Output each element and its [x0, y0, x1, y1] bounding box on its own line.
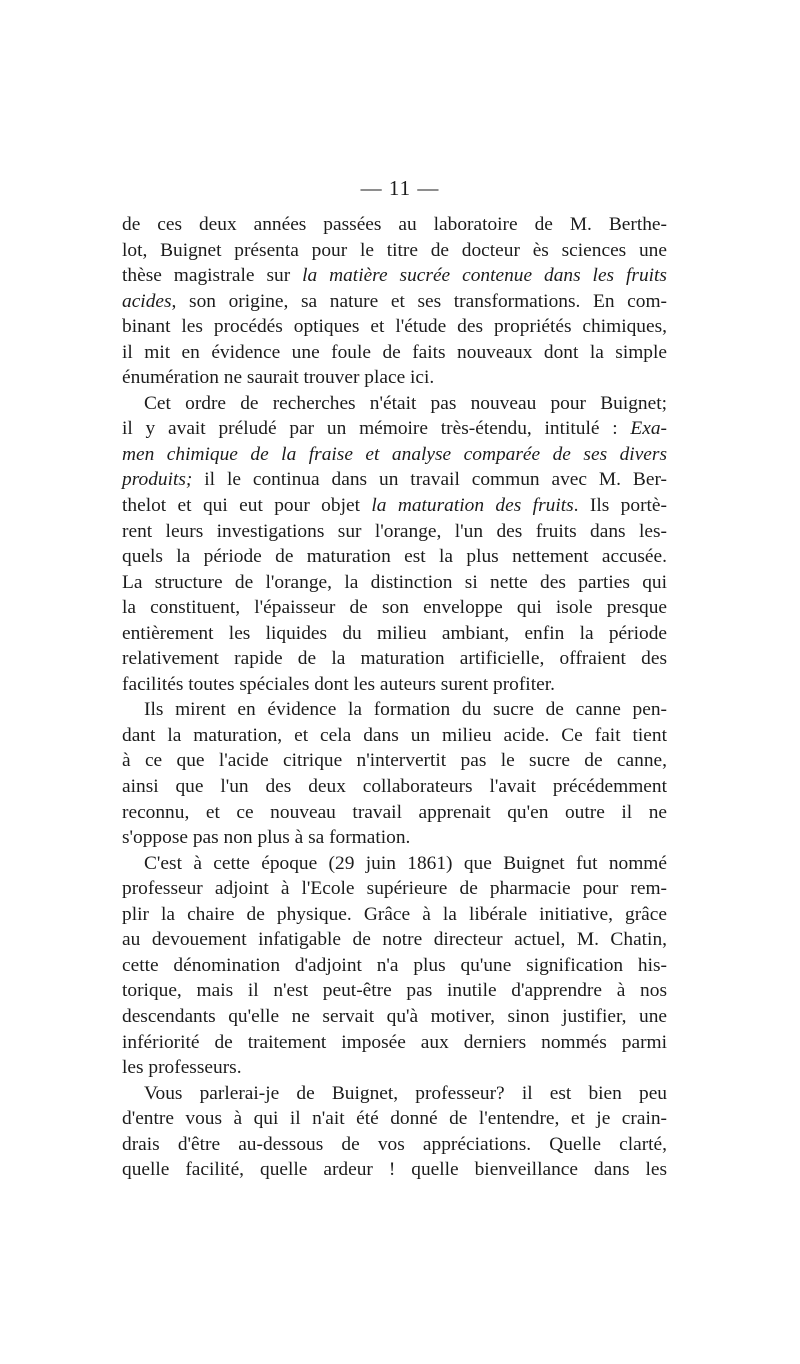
line-text: énumération ne saurait trouver place ici.: [122, 367, 435, 389]
text-line: [122, 697, 667, 723]
text-line: [122, 519, 667, 545]
line-text: rent leurs investigations sur l'orange, l'un des fruits dans les-: [122, 520, 667, 542]
italic-text: Exa-: [630, 418, 667, 440]
text-line: [122, 748, 667, 774]
line-text: torique, mais il n'est peut-être pas inutile d'apprendre à nos: [122, 980, 667, 1002]
line-text: s'oppose pas non plus à sa formation.: [122, 827, 411, 849]
line-text: il le continua dans un travail commun avec M. Ber-: [192, 469, 667, 491]
text-line: [122, 340, 667, 366]
line-text: au devouement infatigable de notre directeur actuel, M. Chatin,: [122, 929, 667, 951]
line-text: C'est à cette époque (29 juin 1861) que Buignet fut nommé: [144, 852, 667, 874]
line-text: , son origine, sa nature et ses transformations. En com-: [171, 290, 667, 312]
line-text: thelot et qui eut pour objet: [122, 495, 372, 517]
line-text: de ces deux années passées au laboratoire de M. Berthe-: [122, 214, 667, 235]
line-text: facilités toutes spéciales dont les auteurs surent profiter.: [122, 673, 555, 695]
text-line: [122, 851, 667, 877]
line-text: lot, Buignet présenta pour le titre de docteur ès sciences une: [122, 239, 667, 261]
text-line: [122, 391, 667, 417]
line-text: ainsi que l'un des deux collaborateurs l'avait précédemment: [122, 776, 667, 798]
body-text: [122, 212, 667, 1183]
line-text: quelle facilité, quelle ardeur ! quelle bienveillance dans les: [122, 1159, 667, 1181]
text-line: [122, 416, 667, 442]
text-line: [122, 570, 667, 596]
line-text: la constituent, l'épaisseur de son enveloppe qui isole presque: [122, 597, 667, 619]
text-line: [122, 978, 667, 1004]
line-text: binant les procédés optiques et l'étude des propriétés chimiques,: [122, 316, 667, 338]
line-text: d'entre vous à qui il n'ait été donné de l'entendre, et je crain-: [122, 1108, 667, 1130]
text-line: [122, 442, 667, 468]
text-line: [122, 1004, 667, 1030]
text-line: [122, 800, 667, 826]
text-line: [122, 927, 667, 953]
text-line: [122, 723, 667, 749]
text-line: [122, 1030, 667, 1056]
line-text: drais d'être au-dessous de vos appréciations. Quelle clarté,: [122, 1133, 667, 1155]
line-text: entièrement les liquides du milieu ambiant, enfin la période: [122, 622, 667, 644]
line-text: Cet ordre de recherches n'était pas nouveau pour Buignet;: [144, 392, 667, 414]
line-text: thèse magistrale sur: [122, 265, 303, 287]
text-line: [122, 825, 667, 851]
line-text: reconnu, et ce nouveau travail apprenait qu'en outre il ne: [122, 801, 667, 823]
text-line: [122, 212, 667, 238]
text-line: [122, 544, 667, 570]
text-line: [122, 238, 667, 264]
text-line: [122, 263, 667, 289]
text-line: [122, 289, 667, 315]
line-text: Vous parlerai-je de Buignet, professeur? il est bien peu: [144, 1082, 667, 1104]
italic-text: men chimique de la fraise et analyse comparée de ses divers: [122, 443, 667, 465]
text-line: [122, 1055, 667, 1081]
text-line: [122, 646, 667, 672]
line-text: La structure de l'orange, la distinction si nette des parties qui: [122, 571, 667, 593]
text-line: [122, 595, 667, 621]
line-text: cette dénomination d'adjoint n'a plus qu'une signification his-: [122, 954, 667, 976]
line-text: . Ils portè-: [573, 495, 667, 517]
italic-text: produits;: [122, 469, 193, 491]
text-line: [122, 953, 667, 979]
text-line: [122, 314, 667, 340]
line-text: Ils mirent en évidence la formation du sucre de canne pen-: [144, 699, 667, 721]
text-line: [122, 365, 667, 391]
text-line: [122, 672, 667, 698]
text-line: [122, 621, 667, 647]
text-line: [122, 1157, 667, 1183]
line-text: les professeurs.: [122, 1057, 242, 1079]
text-line: [122, 1106, 667, 1132]
text-line: [122, 467, 667, 493]
line-text: à ce que l'acide citrique n'intervertit pas le sucre de canne,: [122, 750, 667, 772]
line-text: relativement rapide de la maturation artificielle, offraient des: [122, 648, 667, 670]
line-text: il y avait préludé par un mémoire très-étendu, intitulé :: [122, 418, 631, 440]
line-text: descendants qu'elle ne servait qu'à motiver, sinon justifier, une: [122, 1005, 667, 1027]
text-line: [122, 902, 667, 928]
line-text: il mit en évidence une foule de faits nouveaux dont la simple: [122, 341, 667, 363]
text-line: [122, 1081, 667, 1107]
text-line: [122, 774, 667, 800]
text-line: [122, 493, 667, 519]
italic-text: la matière sucrée contenue dans les fruits: [302, 265, 667, 287]
page-number: — 11 —: [360, 176, 440, 200]
italic-text: la maturation des fruits: [371, 495, 574, 517]
line-text: quels la période de maturation est la plus nettement accusée.: [122, 546, 667, 568]
line-text: professeur adjoint à l'Ecole supérieure de pharmacie pour rem-: [122, 878, 667, 900]
italic-text: acides: [122, 290, 172, 312]
line-text: infériorité de traitement imposée aux derniers nommés parmi: [122, 1031, 667, 1053]
text-line: [122, 1132, 667, 1158]
line-text: plir la chaire de physique. Grâce à la libérale initiative, grâce: [122, 903, 667, 925]
text-line: [122, 876, 667, 902]
line-text: dant la maturation, et cela dans un milieu acide. Ce fait tient: [122, 724, 667, 746]
